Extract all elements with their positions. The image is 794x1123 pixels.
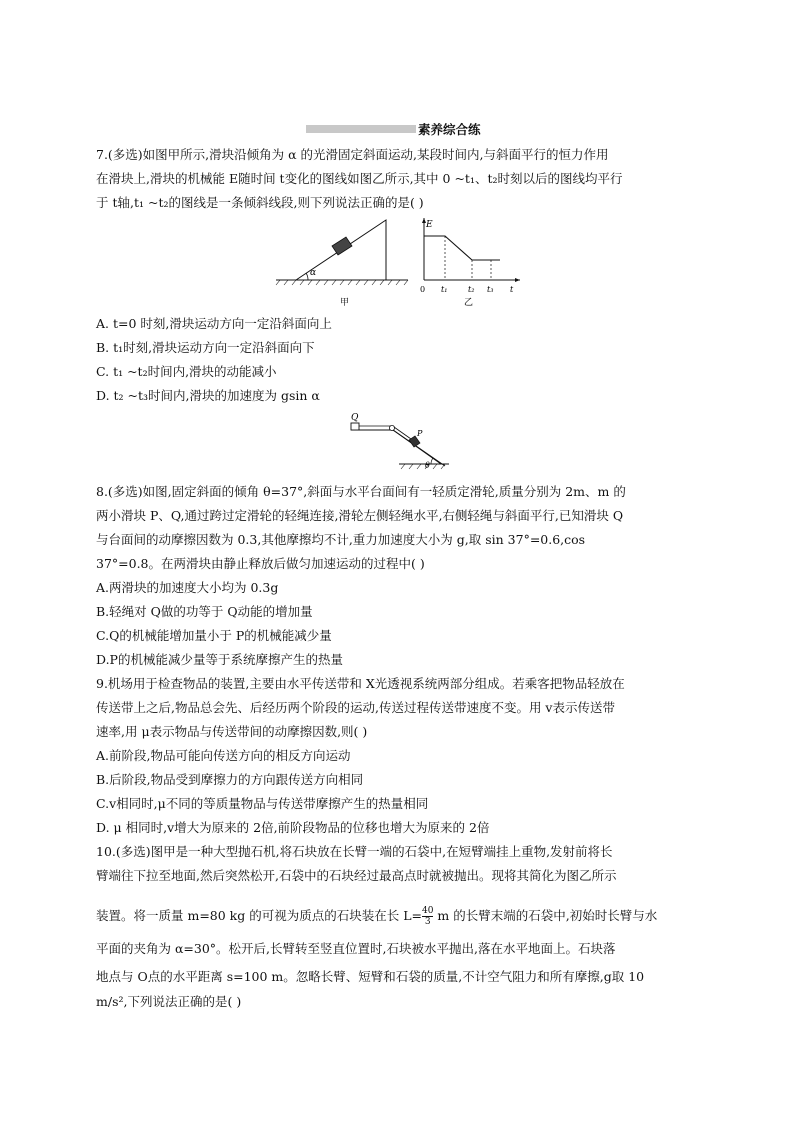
block-q xyxy=(351,423,359,430)
question-7 xyxy=(96,143,702,215)
q7-line-1: 7.(多选)如图甲所示,滑块沿倾角为 α 的光滑固定斜面运动,某段时间内,与斜面平行的恒力作用 xyxy=(96,147,609,162)
q10-line-4: 平面的夹角为 α=30°。松开后,长臂转至竖直位置时,石块被水平抛出,落在水平地面上。石块落 xyxy=(96,941,616,956)
q10-line-6: m/s²,下列说法正确的是( ) xyxy=(96,994,242,1009)
label-p: P xyxy=(417,429,423,438)
x-arrow xyxy=(515,278,520,282)
q7-figure-yi xyxy=(416,214,526,310)
tick-t3: t₃ xyxy=(487,285,494,294)
q8-line-4: 37°=0.8。在两滑块由静止释放后做匀加速运动的过程中( ) xyxy=(96,556,425,571)
angle-label: α xyxy=(310,268,317,278)
q10-line-2: 臂端往下拉至地面,然后突然松开,石袋中的石块经过最高点时就被抛出。现将其简化为图乙所示 xyxy=(96,868,617,883)
section-title: 素养综合练 xyxy=(418,122,481,137)
q8-option-a: A.两滑块的加速度大小均为 0.3g xyxy=(96,580,279,595)
ground-hatch xyxy=(401,464,445,469)
q8-option-d: D.P的机械能减少量等于系统摩擦产生的热量 xyxy=(96,652,343,667)
q7-option-a: A. t=0 时刻,滑块运动方向一定沿斜面向上 xyxy=(96,316,332,331)
label-theta: θ xyxy=(425,461,430,470)
question-8 xyxy=(96,480,702,576)
q7-option-c: C. t₁ ~t₂时间内,滑块的动能减小 xyxy=(96,364,277,379)
q10-line-3-post: m 的长臂末端的石袋中,初始时长臂与水 xyxy=(433,908,658,923)
q9-option-d: D. μ 相同时,v增大为原来的 2倍,前阶段物品的位移也增大为原来的 2倍 xyxy=(96,820,490,835)
question-9 xyxy=(96,672,702,744)
q7-figure-jia xyxy=(272,212,412,310)
caption-jia: 甲 xyxy=(340,298,350,308)
q8-line-2: 两小滑块 P、Q,通过跨过定滑轮的轻绳连接,滑轮左侧轻绳水平,右侧轻绳与斜面平行,已知滑块 Q xyxy=(96,508,624,523)
q8-figure xyxy=(345,408,455,472)
question-10-cont xyxy=(96,936,702,1014)
q10-line-3-pre: 装置。将一质量 m=80 kg 的可视为质点的石块装在长 L= xyxy=(96,908,422,923)
q9-line-2: 传送带上之后,物品总会先、后经历两个阶段的运动,传送过程传送带速度不变。用 v表示传送带 xyxy=(96,700,615,715)
section-bar xyxy=(306,125,416,133)
q8-line-3: 与台面间的动摩擦因数为 0.3,其他摩擦均不计,重力加速度大小为 g,取 sin 37°=0.6,cos xyxy=(96,532,586,547)
angle-arc xyxy=(306,273,308,280)
y-label: E xyxy=(426,220,433,230)
section-header xyxy=(306,122,490,136)
question-10 xyxy=(96,840,702,888)
q8-line-1: 8.(多选)如图,固定斜面的倾角 θ=37°,斜面与水平台面间有一轻质定滑轮,质量分别为 2m、m 的 xyxy=(96,484,626,499)
angle-arc xyxy=(431,458,433,464)
q7-option-d: D. t₂ ~t₃时间内,滑块的加速度为 gsin α xyxy=(96,388,320,403)
origin-label: 0 xyxy=(420,285,426,294)
q10-line-5: 地点与 O点的水平距离 s=100 m。忽略长臂、短臂和石袋的质量,不计空气阻力和所有摩擦,g取 10 xyxy=(96,969,645,984)
slider-block xyxy=(332,237,352,255)
q9-option-b: B.后阶段,物品受到摩擦力的方向跟传送方向相同 xyxy=(96,772,364,787)
q9-option-a: A.前阶段,物品可能向传送方向的相反方向运动 xyxy=(96,748,351,763)
q7-option-b: B. t₁时刻,滑块运动方向一定沿斜面向下 xyxy=(96,340,315,355)
q8-option-c: C.Q的机械能增加量小于 P的机械能减少量 xyxy=(96,628,332,643)
q10-line-3 xyxy=(96,902,657,930)
tick-t1: t₁ xyxy=(441,285,448,294)
pulley xyxy=(389,425,394,430)
ground-hatch xyxy=(276,280,408,285)
q9-line-1: 9.机场用于检查物品的装置,主要由水平传送带和 X光透视系统两部分组成。若乘客把物品轻放在 xyxy=(96,676,625,691)
caption-yi: 乙 xyxy=(464,298,474,308)
q8-option-b: B.轻绳对 Q做的功等于 Q动能的增加量 xyxy=(96,604,313,619)
q9-option-c: C.v相同时,μ不同的等质量物品与传送带摩擦产生的热量相同 xyxy=(96,796,429,811)
x-label: t xyxy=(510,285,514,294)
fraction-denominator: 3 xyxy=(422,916,433,927)
q9-line-3: 速率,用 μ表示物品与传送带间的动摩擦因数,则( ) xyxy=(96,724,368,739)
tick-t2: t₂ xyxy=(468,285,475,294)
fraction-numerator: 40 xyxy=(421,906,434,916)
label-q: Q xyxy=(351,413,359,423)
q10-line-1: 10.(多选)图甲是一种大型抛石机,将石块放在长臂一端的石袋中,在短臂端挂上重物,发射前将长 xyxy=(96,844,613,859)
q7-line-3: 于 t轴,t₁ ~t₂的图线是一条倾斜线段,则下列说法正确的是( ) xyxy=(96,195,424,210)
energy-curve xyxy=(424,236,500,260)
length-fraction xyxy=(422,906,433,927)
q7-line-2: 在滑块上,滑块的机械能 E随时间 t变化的图线如图乙所示,其中 0 ~t₁、t₂时刻以后的图线均平行 xyxy=(96,171,623,186)
